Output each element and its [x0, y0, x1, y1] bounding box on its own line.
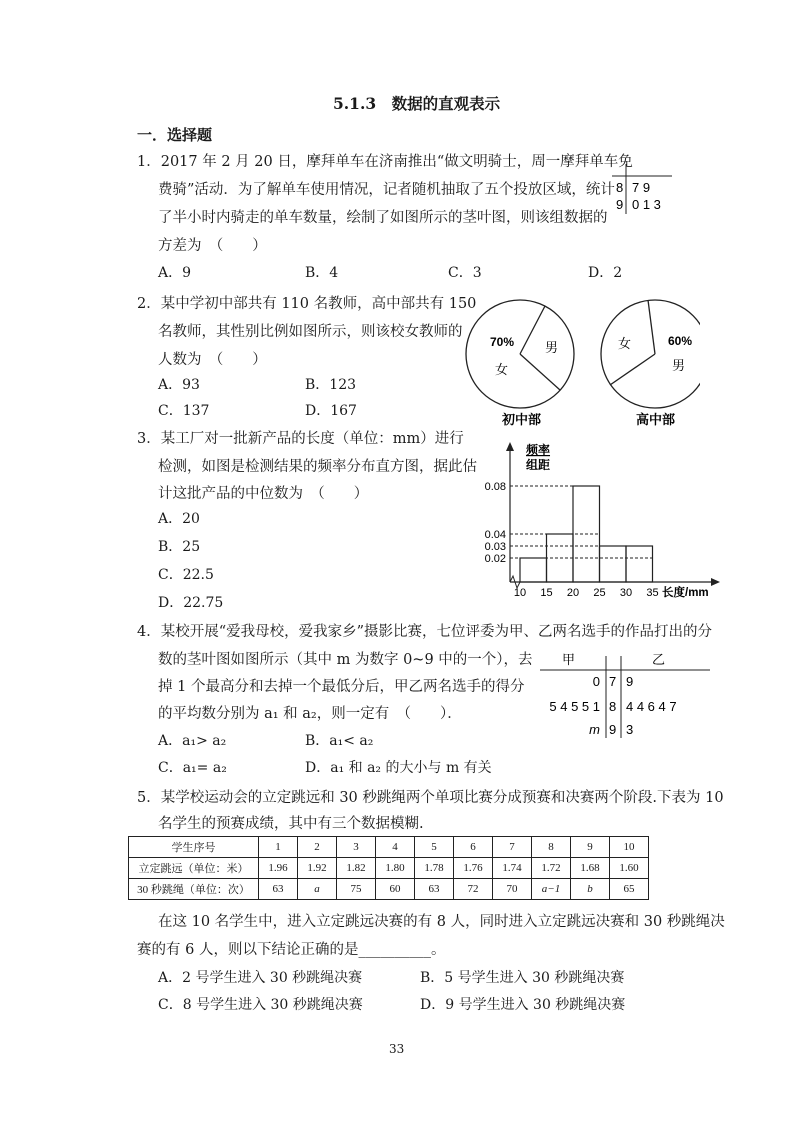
- table-cell: 1.80: [376, 858, 415, 879]
- histogram-x-tick-label: 15: [540, 587, 553, 599]
- q1-stem-8: 8: [616, 180, 624, 195]
- q1-line-4: 方差为 （ ）: [158, 238, 267, 254]
- table-cell: 70: [493, 879, 532, 900]
- table-cell: 1.60: [610, 858, 649, 879]
- q3-option-d: D．22.75: [158, 595, 224, 611]
- q3-option-c: C．22.5: [158, 567, 214, 583]
- q4-left-9: m: [589, 722, 600, 737]
- q4-left-7: 0: [592, 674, 600, 689]
- q5-after-line-2: 赛的有 6 人，则以下结论正确的是__________。: [137, 942, 446, 958]
- q2-line-1: 2．某中学初中部共有 110 名教师，高中部共有 150: [137, 296, 477, 312]
- histogram-y-tick-label: 0.04: [484, 529, 506, 541]
- q4-head-left: 甲: [562, 652, 576, 667]
- q4-head-right: 乙: [652, 652, 666, 667]
- q1-line-2: 费骑”活动．为了解单车使用情况，记者随机抽取了五个投放区域，统计: [158, 182, 615, 198]
- q3-option-b: B．25: [158, 539, 201, 555]
- q4-stem-7: 7: [609, 674, 617, 689]
- q2-line-2: 名教师，其性别比例如图所示，则该校女教师的: [158, 324, 463, 340]
- q4-option-d: D．a₁ 和 a₂ 的大小与 m 有关: [305, 760, 492, 776]
- q2-pie-charts: [460, 290, 700, 430]
- table-cell: b: [571, 879, 610, 900]
- table-cell: 65: [610, 879, 649, 900]
- q4-stem-9: 9: [609, 722, 617, 737]
- table-cell: a−1: [532, 879, 571, 900]
- pie1-divider-2: [520, 354, 560, 390]
- q1-option-b: B．4: [305, 265, 339, 281]
- table-cell: 1.76: [454, 858, 493, 879]
- q4-right-7: 9: [626, 674, 634, 689]
- q1-line-3: 了半小时内骑走的单车数量，绘制了如图所示的茎叶图，则该组数据的: [158, 210, 608, 226]
- q1-option-a: A．9: [158, 265, 192, 281]
- table-cell: 1.72: [532, 858, 571, 879]
- q4-stem-8: 8: [609, 699, 617, 714]
- table-cell: 1.78: [415, 858, 454, 879]
- table-cell: 4: [376, 837, 415, 858]
- table-cell: 60: [376, 879, 415, 900]
- histogram-y-tick-label: 0.08: [484, 481, 506, 493]
- q2-line-3: 人数为 （ ）: [158, 352, 267, 368]
- table-cell: 3: [337, 837, 376, 858]
- pie2-caption: 高中部: [636, 412, 676, 427]
- q1-stem-9: 9: [616, 197, 624, 212]
- q2-option-c: C．137: [158, 403, 210, 419]
- table-header-row: [129, 837, 649, 858]
- q1-line-1: 1．2017 年 2 月 20 日，摩拜单车在济南推出“做文明骑士，周一摩拜单车免: [137, 154, 633, 170]
- table-cell: 1.74: [493, 858, 532, 879]
- table-row: [129, 879, 649, 900]
- q5-option-c: C．8 号学生进入 30 秒跳绳决赛: [158, 997, 363, 1013]
- pie1-female: 女: [495, 362, 509, 377]
- table-cell: 立定跳远（单位：米）: [129, 858, 259, 879]
- q4-stem-leaf-plot: [520, 650, 720, 744]
- q4-right-8: 4 4 6 4 7: [626, 699, 677, 714]
- q4-line-4: 的平均数分别为 a₁ 和 a₂，则一定有 （ ）．: [158, 706, 462, 722]
- page-number: 33: [389, 1042, 405, 1056]
- table-cell: 6: [454, 837, 493, 858]
- table-cell: 9: [571, 837, 610, 858]
- table-cell: a: [298, 879, 337, 900]
- hist-xlabel: 长度/mm: [662, 587, 709, 599]
- q1-option-c: C．3: [448, 265, 482, 281]
- histogram-bar: [600, 546, 627, 582]
- q1-stem-leaf-plot: [612, 162, 692, 218]
- q4-left-8: 5 4 5 5 1: [549, 699, 600, 714]
- pie2-pct: 60%: [668, 334, 693, 348]
- q4-line-1: 4．某校开展“爱我母校，爱我家乡”摄影比赛，七位评委为甲、乙两名选手的作品打出的分: [137, 624, 713, 640]
- pie2-divider-1: [648, 300, 655, 354]
- q4-line-3: 掉 1 个最高分和去掉一个最低分后，甲乙两名选手的得分: [158, 679, 525, 695]
- table-cell: 10: [610, 837, 649, 858]
- q4-option-b: B．a₁< a₂: [305, 733, 374, 749]
- table-cell: 1.92: [298, 858, 337, 879]
- table-cell: 2: [298, 837, 337, 858]
- table-cell: 8: [532, 837, 571, 858]
- q5-option-a: A．2 号学生进入 30 秒跳绳决赛: [158, 970, 363, 986]
- q5-after-line-1: 在这 10 名学生中，进入立定跳远决赛的有 8 人，同时进入立定跳远决赛和 30 秒跳绳决: [158, 914, 725, 930]
- table-cell: 1.82: [337, 858, 376, 879]
- q3-line-1: 3．某工厂对一批新产品的长度（单位：mm）进行: [137, 431, 464, 447]
- histogram-y-tick-label: 0.02: [484, 553, 506, 565]
- q5-score-table: [128, 836, 649, 900]
- pie2-female: 女: [618, 336, 632, 351]
- pie2-divider-2: [610, 354, 655, 385]
- q1-leaves-9: 0 1 3: [632, 197, 661, 212]
- q4-right-9: 3: [626, 722, 634, 737]
- histogram-x-ticks: [514, 587, 659, 599]
- q3-line-3: 计这批产品的中位数为 （ ）: [158, 486, 369, 502]
- histogram-x-tick-label: 35: [646, 587, 659, 599]
- table-cell: 63: [415, 879, 454, 900]
- histogram-y-tick-label: 0.03: [484, 541, 506, 553]
- q1-leaves-8: 7 9: [632, 180, 651, 195]
- q5-line-2: 名学生的预赛成绩，其中有三个数据模糊.: [158, 816, 424, 832]
- pie2-male: 男: [672, 358, 686, 373]
- q2-option-a: A．93: [158, 377, 200, 393]
- q2-option-d: D．167: [305, 403, 357, 419]
- table-cell: 75: [337, 879, 376, 900]
- histogram-x-tick-label: 25: [593, 587, 606, 599]
- table-cell: 30 秒跳绳（单位：次）: [129, 879, 259, 900]
- histogram-guides: [510, 486, 653, 558]
- table-cell: 学生序号: [129, 837, 259, 858]
- q5-option-d: D．9 号学生进入 30 秒跳绳决赛: [420, 997, 626, 1013]
- histogram-x-tick-label: 10: [513, 587, 527, 599]
- pie1-caption: 初中部: [502, 412, 542, 427]
- pie1-male: 男: [545, 340, 559, 355]
- hist-ylabel-2: 组距: [526, 458, 551, 472]
- table-cell: 72: [454, 879, 493, 900]
- histogram-x-tick-label: 20: [566, 587, 580, 599]
- table-cell: 1: [259, 837, 298, 858]
- pie1-pct: 70%: [490, 335, 515, 349]
- q4-option-c: C．a₁= a₂: [158, 760, 227, 776]
- pie1-divider-1: [520, 306, 545, 354]
- page-title: 5.1.3 数据的直观表示: [333, 94, 501, 113]
- table-cell: 1.68: [571, 858, 610, 879]
- histogram-bar: [520, 558, 547, 582]
- table-cell: 7: [493, 837, 532, 858]
- q3-option-a: A．20: [158, 511, 200, 527]
- q5-line-1: 5．某学校运动会的立定跳远和 30 秒跳绳两个单项比赛分成预赛和决赛两个阶段.下表为 10: [137, 790, 724, 806]
- hist-ylabel-1: 频率: [526, 443, 551, 457]
- table-cell: 5: [415, 837, 454, 858]
- histogram-x-tick-label: 30: [619, 587, 633, 599]
- histogram-y-ticks: [485, 481, 506, 565]
- section-heading: 一．选择题: [137, 126, 213, 144]
- q4-option-a: A．a₁> a₂: [158, 733, 227, 749]
- table-cell: 63: [259, 879, 298, 900]
- q4-line-2: 数的茎叶图如图所示（其中 m 为数字 0~9 中的一个），去: [158, 652, 533, 668]
- histogram-bar: [626, 546, 653, 582]
- q3-histogram: [462, 440, 722, 605]
- q2-option-b: B．123: [305, 377, 357, 393]
- q1-option-d: D．2: [588, 265, 623, 281]
- table-row: [129, 858, 649, 879]
- table-cell: 1.96: [259, 858, 298, 879]
- q3-line-2: 检测，如图是检测结果的频率分布直方图，据此估: [158, 459, 477, 475]
- q5-option-b: B．5 号学生进入 30 秒跳绳决赛: [420, 970, 625, 986]
